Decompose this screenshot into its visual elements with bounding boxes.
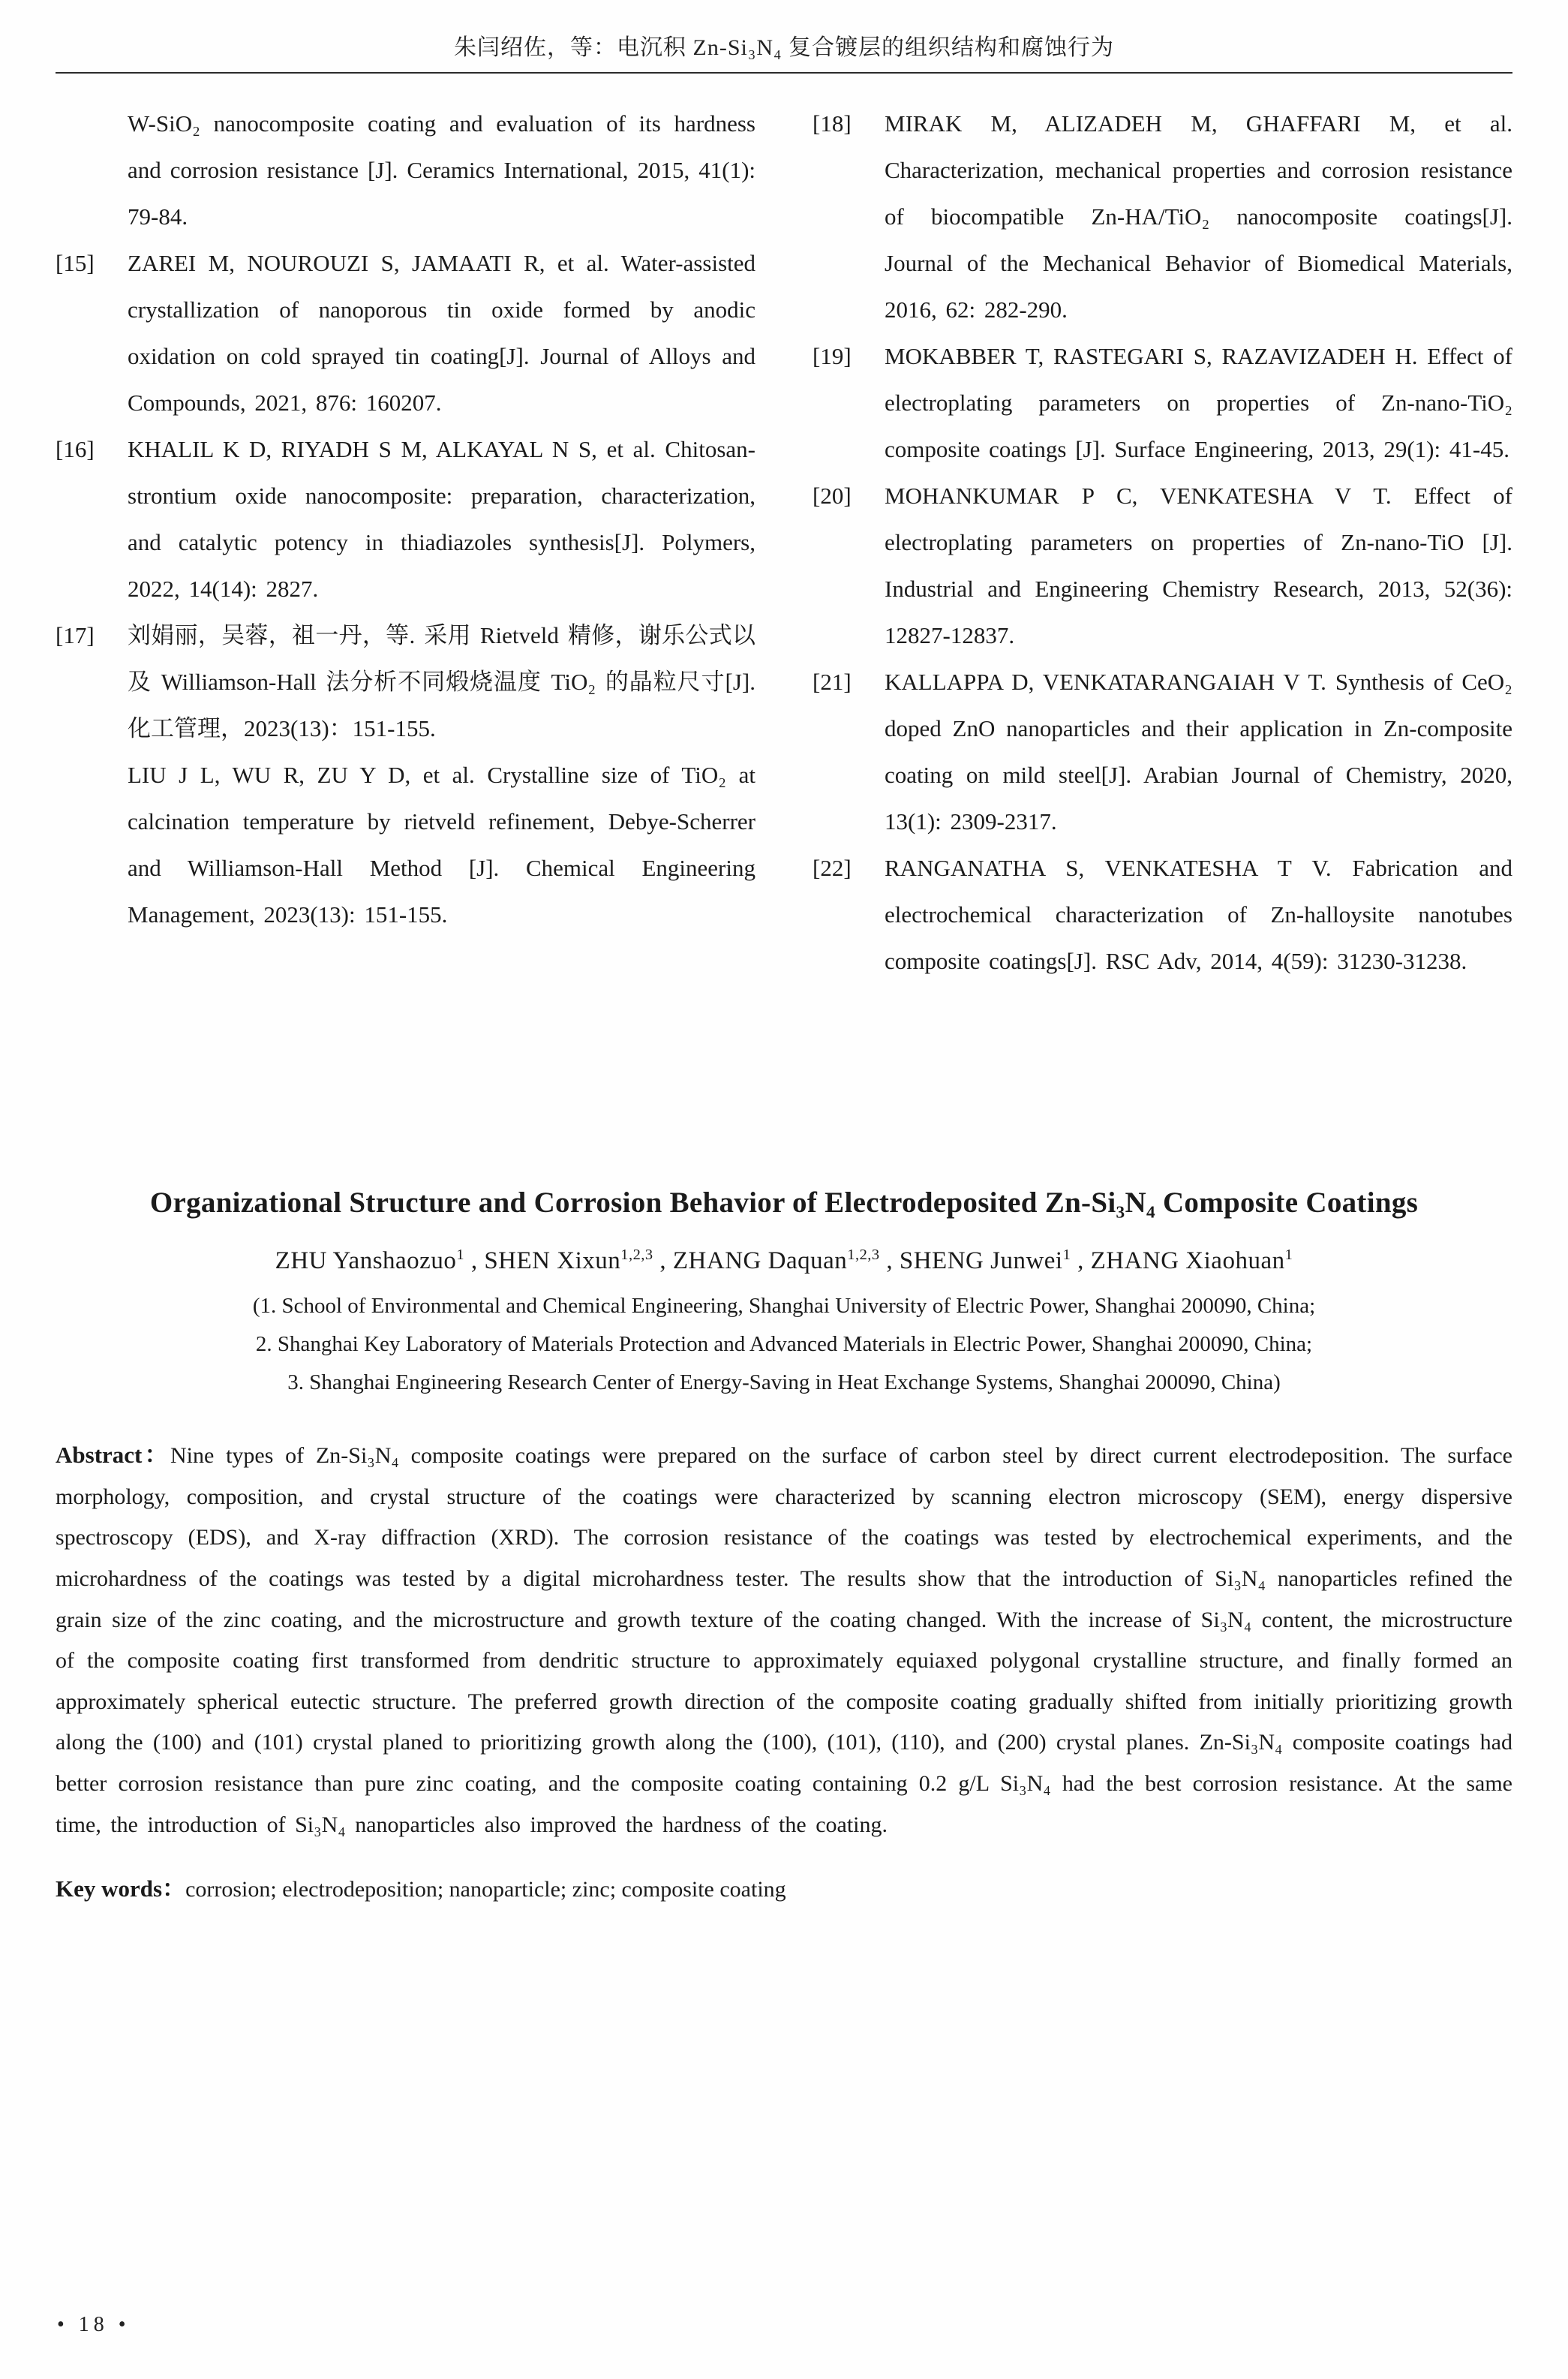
running-head-text: 朱闫绍佐，等：电沉积 Zn-Si₃N₄ 复合镀层的组织结构和腐蚀行为 (454, 35, 1114, 60)
reference-label (56, 752, 128, 938)
article-head (0, 1186, 1568, 1910)
abstract-text: Nine types of Zn-Si₃N₄ composite coatings were prepared on the surface of carbon steel by direct current electrodeposition. The surface morphology, composition, and crystal structure of the coatings were characterized by scanning electron microscopy (SEM), energy dispersive spectroscopy (EDS), and X-ray diffraction (XRD). The corrosion resistance of the coatings was tested by electrochemical experiments, and the microhardness of the coatings was tested by a digital microhardness tester. The results show that the introduction of Si₃N₄ nanoparticles refined the grain size of the zinc coating, and the microstructure and growth texture of the coating changed. With the increase of Si₃N₄ content, the microstructure of the composite coating first transformed from dendritic structure to approximately equiaxed polygonal crystalline structure, and finally formed an approximately spherical eutectic structure. The preferred growth direction of the composite coating gradually shifted from initially prioritizing growth along the (100) and (101) crystal planed to prioritizing growth along the (100), (101), (110), and (200) crystal planes. Zn-Si₃N₄ composite coatings had better corrosion resistance than pure zinc coating, and the composite coating containing 0.2 g/L Si₃N₄ had the best corrosion resistance. At the same time, the introduction of Si₃N₄ nanoparticles also improved the hardness of the coating. (56, 1443, 1512, 1837)
reference-label: [20] (813, 483, 852, 509)
reference-item (813, 333, 1512, 473)
article-title: Organizational Structure and Corrosion Behavior of Electrodeposited Zn-Si₃N₄ Composite Coatings (149, 1186, 1419, 1219)
reference-item (56, 752, 755, 938)
reference-text: KALLAPPA D, VENKATARANGAIAH V T. Synthesis of CeO₂ doped ZnO nanoparticles and their application in Zn-composite coating on mild steel[J]. Arabian Journal of Chemistry, 2020, 13(1): 2309-2317. (885, 669, 1512, 835)
reference-text: RANGANATHA S, VENKATESHA T V. Fabrication and electrochemical characterization of Zn-halloysite nanotubes composite coatings[J]. RSC Adv, 2014, 4(59): 31230-31238. (885, 855, 1512, 974)
reference-label: [21] (813, 669, 852, 695)
reference-label: [16] (56, 436, 95, 462)
reference-text: LIU J L, WU R, ZU Y D, et al. Crystalline size of TiO₂ at calcination temperature by rietveld refinement, Debye-Scherrer and Williamson-Hall Method [J]. Chemical Engineering Management, 2023(13): 151-155. (128, 762, 755, 928)
author: ZHANG Daquan$^{1,2,3}$ (672, 1247, 880, 1274)
reference-text: MOHANKUMAR P C, VENKATESHA V T. Effect of electroplating parameters on properties of Zn-nano-TiO [J]. Industrial and Engineering Chemistry Research, 2013, 52(36): 12827-12837. (885, 483, 1512, 648)
author: SHEN Xixun$^{1,2,3}$ (484, 1247, 653, 1274)
reference-item (56, 612, 755, 752)
affiliation-line: 2. Shanghai Key Laboratory of Materials Protection and Advanced Materials in Electric Power, Shanghai 200090, China; (255, 1331, 1313, 1356)
affiliation-line: (1. School of Environmental and Chemical Engineering, Shanghai University of Electric Power, Shanghai 200090, China; (252, 1294, 1316, 1318)
reference-text: ZAREI M, NOUROUZI S, JAMAATI R, et al. Water-assisted crystallization of nanoporous tin oxide formed by anodic oxidation on cold sprayed tin coating[J]. Journal of Alloys and Compounds, 2021, 876: 160207. (128, 250, 755, 416)
author-affiliation-marker: 1,2,3 (847, 1247, 880, 1263)
references-left-column (56, 101, 755, 1151)
references-right-column (813, 101, 1512, 1151)
reference-label: [22] (813, 855, 852, 881)
reference-item (56, 426, 755, 612)
author-affiliation-marker: 1 (1062, 1247, 1071, 1263)
running-head (0, 0, 1568, 62)
abstract (56, 1434, 1512, 1845)
reference-text: MOKABBER T, RASTEGARI S, RAZAVIZADEH H. Effect of electroplating parameters on properties of Zn-nano-TiO₂ composite coatings [J]. Surface Engineering, 2013, 29(1): 41-45. (885, 343, 1512, 462)
reference-text: KHALIL K D, RIYADH S M, ALKAYAL N S, et al. Chitosan-strontium oxide nanocomposite: preparation, characterization, and catalytic potency in thiadiazoles synthesis[J]. Polymers, 2022, 14(14): 2827. (128, 436, 755, 602)
reference-label: [15] (56, 250, 95, 276)
reference-label: [18] (813, 110, 852, 137)
abstract-label: Abstract： (56, 1442, 170, 1469)
reference-item (56, 101, 755, 240)
author: SHENG Junwei$^1$ (899, 1247, 1071, 1274)
affiliations (56, 1287, 1512, 1401)
author: ZHU Yanshaozuo$^1$ (275, 1247, 465, 1274)
page-number: • 18 • (57, 2313, 131, 2336)
reference-item (56, 240, 755, 426)
references-section (0, 74, 1568, 1151)
reference-label (56, 101, 128, 240)
reference-label: [17] (56, 622, 95, 648)
author-affiliation-marker: 1 (456, 1247, 465, 1263)
reference-text: W-SiO₂ nanocomposite coating and evaluation of its hardness and corrosion resistance [J]. Ceramics International, 2015, 41(1): 79-84. (128, 110, 755, 230)
reference-label: [19] (813, 343, 852, 369)
keywords-text: corrosion; electrodeposition; nanoparticle; zinc; composite coating (185, 1877, 786, 1902)
keywords-label: Key words： (56, 1875, 186, 1902)
reference-item (813, 473, 1512, 659)
authors-line: ZHU Yanshaozuo$^1$ , SHEN Xixun$^{1,2,3}$ , ZHANG Daquan$^{1,2,3}$ , SHENG Junwei$^1$ , ZHANG Xiaohuan$^1$ (275, 1247, 1293, 1274)
reference-item (813, 101, 1512, 333)
reference-text: MIRAK M, ALIZADEH M, GHAFFARI M, et al. Characterization, mechanical properties and corrosion resistance of biocompatible Zn-HA/TiO₂ nanocomposite coatings[J]. Journal of the Mechanical Behavior of Biomedical Materials, 2016, 62: 282-290. (885, 110, 1512, 323)
keywords (56, 1868, 1512, 1910)
reference-text: 刘娟丽，吴蓉，祖一丹，等. 采用 Rietveld 精修，谢乐公式以及 Williamson-Hall 法分析不同煅烧温度 TiO₂ 的晶粒尺寸[J]. 化工管理，2023(13)：151-155. (128, 622, 755, 741)
reference-item (813, 659, 1512, 845)
affiliation-line: 3. Shanghai Engineering Research Center of Energy-Saving in Heat Exchange Systems, Shanghai 200090, China) (287, 1370, 1281, 1394)
author-affiliation-marker: 1 (1284, 1247, 1293, 1263)
author: ZHANG Xiaohuan$^1$ (1090, 1247, 1293, 1274)
author-affiliation-marker: 1,2,3 (620, 1247, 653, 1263)
reference-item (813, 845, 1512, 985)
